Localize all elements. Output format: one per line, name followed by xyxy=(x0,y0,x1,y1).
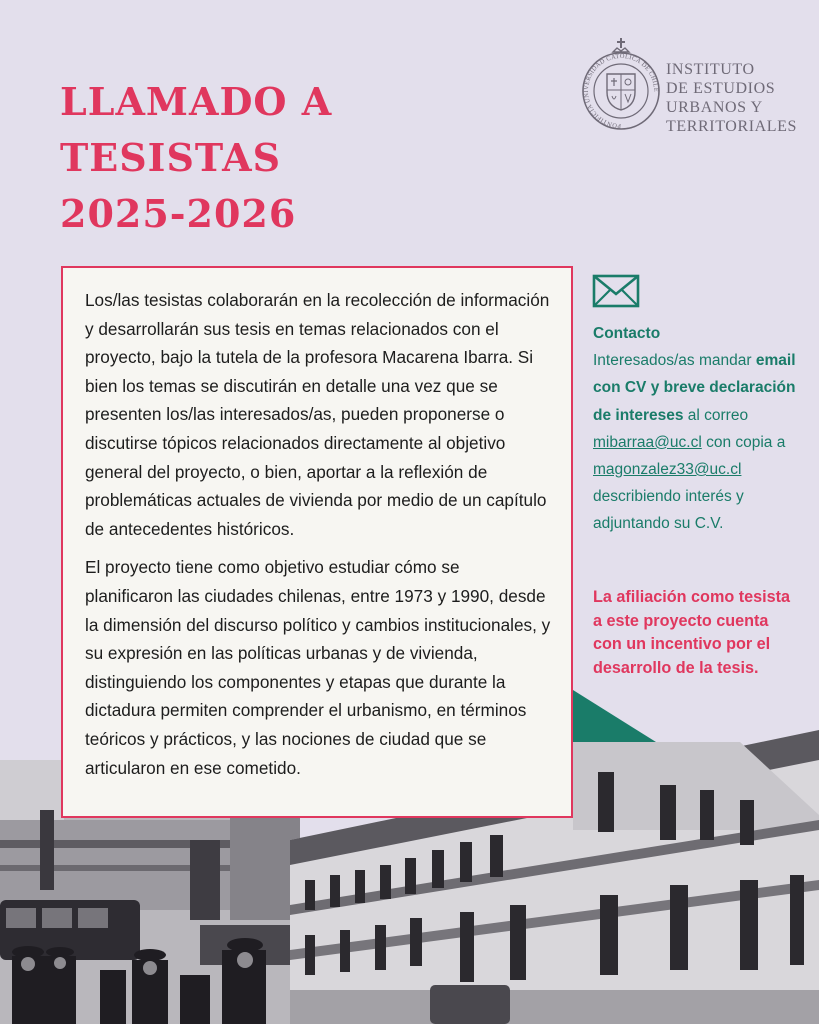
contact-text: Interesados/as mandar xyxy=(593,352,752,370)
title-line: LLAMADO A xyxy=(60,79,333,124)
incentive-note: La afiliación como tesista a este proyecto cuenta con un incentivo por el desarrollo de la tesis. xyxy=(593,588,791,677)
institute-line: INSTITUTO xyxy=(666,61,755,78)
university-seal-logo xyxy=(581,36,661,136)
seal-text: PONTIFICIA UNIVERSIDAD CATÓLICA DE CHILE xyxy=(582,52,660,130)
paragraph: Los/las tesistas colaborarán en la recolección de información y desarrollarán sus tesis en temas relacionados con el proyecto, bajo la tutela de la profesora Macarena Ibarra. Si bien los temas se discutirán en detalle una vez que se presenten los/las interesados/as, pueden proponerse o discutirse tópicos relacionados directamente al objetivo general del proyecto, o bien, aportar a la reflexión de problemáticas actuales de vivienda por medio de un capítulo de antecedentes históricos. xyxy=(85,290,550,539)
email-link-copy[interactable]: magonzalez33@uc.cl xyxy=(593,461,742,479)
title-line: TESISTAS xyxy=(60,135,282,180)
contact-text: al correo xyxy=(683,406,749,424)
paragraph: El proyecto tiene como objetivo estudiar cómo se planificaron las ciudades chilenas, entre 1973 y 1990, desde la dimensión del discurso político y cambios institucionales, y su expresión en las políticas urbanas y de vivienda, distinguiendo los componentes y etapas que durante la dictadura permiten comprender el urbanismo, en términos teóricos y prácticos, y las nociones de ciudad que se articularon en ese cometido. xyxy=(85,557,551,778)
contact-section xyxy=(593,320,808,538)
contact-text: con copia a xyxy=(701,433,786,451)
envelope-icon xyxy=(592,274,640,308)
contact-title: Contacto xyxy=(593,325,661,342)
email-link-primary[interactable]: mibarraa@uc.cl xyxy=(593,433,702,451)
institute-line: DE ESTUDIOS xyxy=(666,80,776,97)
contact-text: describiendo interés y adjuntando su C.V. xyxy=(593,488,744,533)
description-box xyxy=(61,266,573,818)
institute-name xyxy=(666,60,797,136)
green-accent-shape xyxy=(573,690,656,742)
institute-line: TERRITORIALES xyxy=(666,118,798,135)
contact-emphasis: email con CV y breve declaración de intereses xyxy=(593,352,796,424)
title-line: 2025-2026 xyxy=(60,191,297,236)
contact-body xyxy=(593,347,808,537)
institute-line: URBANOS Y xyxy=(666,99,763,116)
page-title xyxy=(60,74,332,242)
